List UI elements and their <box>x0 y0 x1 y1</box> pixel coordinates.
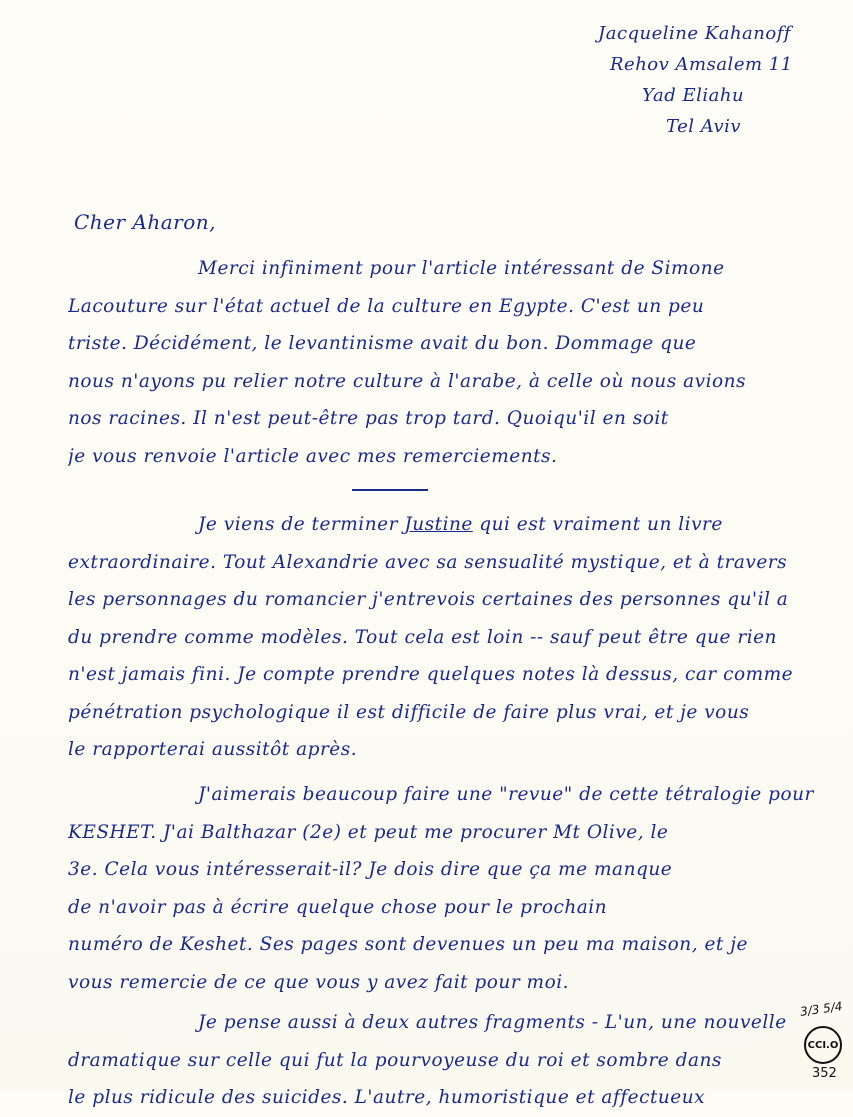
paragraph-line: numéro de Keshet. Ses pages sont devenues un peu ma maison, et je <box>68 934 748 955</box>
sender-name: Jacqueline Kahanoff <box>598 23 792 44</box>
paragraph-line: Merci infiniment pour l'article intéressant de Simone <box>198 258 725 279</box>
paragraph-line: les personnages du romancier j'entrevois certaines des personnes qu'il a <box>68 589 789 610</box>
paragraph-line: le plus ridicule des suicides. L'autre, humoristique et affectueux <box>68 1087 706 1108</box>
paragraph-line <box>68 506 828 544</box>
sender-district: Yad Eliahu <box>642 85 745 106</box>
paragraph-1 <box>68 250 828 475</box>
paragraph-4 <box>68 1004 788 1117</box>
sender-address <box>590 18 830 142</box>
archive-marking <box>796 1000 850 1090</box>
archive-number: 352 <box>812 1066 837 1081</box>
paragraph-line: je vous renvoie l'article avec mes remerciements. <box>68 445 558 467</box>
paragraph-line: dramatique sur celle qui fut la pourvoyeuse du roi et sombre dans <box>68 1049 722 1071</box>
sender-city: Tel Aviv <box>666 116 742 137</box>
paragraph-line: du prendre comme modèles. Tout cela est loin -- sauf peut être que rien <box>68 626 777 648</box>
archive-reference: 3/3 5/4 <box>799 999 844 1019</box>
paragraph-line: vous remercie de ce que vous y avez fait pour moi. <box>68 971 570 993</box>
paragraph-line: pénétration psychologique il est difficile de faire plus vrai, et je vous <box>68 701 750 723</box>
paragraph-line: KESHET. J'ai Balthazar (2e) et peut me procurer Mt Olive, le <box>68 821 669 843</box>
paragraph-line: n'est jamais fini. Je compte prendre quelques notes là dessus, car comme <box>68 664 794 685</box>
text-segment: Je viens de terminer <box>198 514 398 535</box>
archive-stamp: CCI.O <box>804 1026 842 1064</box>
paragraph-line: nous n'ayons pu relier notre culture à l'arabe, à celle où nous avions <box>68 370 747 392</box>
paragraph-line: 3e. Cela vous intéresserait-il? Je dois dire que ça me manque <box>68 859 673 880</box>
paragraph-line: de n'avoir pas à écrire quelque chose pour le prochain <box>68 896 608 918</box>
paragraph-line: Lacouture sur l'état actuel de la culture en Egypte. C'est un peu <box>68 295 705 317</box>
paragraph-line: le rapporterai aussitôt après. <box>68 739 358 760</box>
paragraph-line: triste. Décidément, le levantinisme avait du bon. Dommage que <box>68 333 697 354</box>
section-divider <box>352 489 428 491</box>
paragraph-line: J'aimerais beaucoup faire une "revue" de cette tétralogie pour <box>198 784 814 805</box>
paragraph-line: Je pense aussi à deux autres fragments - L'un, une nouvelle <box>198 1012 787 1033</box>
paragraph-line: nos racines. Il n'est peut-être pas trop tard. Quoiqu'il en soit <box>68 408 669 429</box>
paragraph-2 <box>68 506 828 769</box>
text-segment: qui est vraiment un livre <box>479 514 723 535</box>
salutation: Cher Aharon, <box>74 210 217 234</box>
paragraph-line: extraordinaire. Tout Alexandrie avec sa sensualité mystique, et à travers <box>68 551 788 573</box>
book-title-justine: Justine <box>404 514 473 535</box>
paragraph-3 <box>68 776 828 1001</box>
sender-street: Rehov Amsalem 11 <box>610 54 793 75</box>
